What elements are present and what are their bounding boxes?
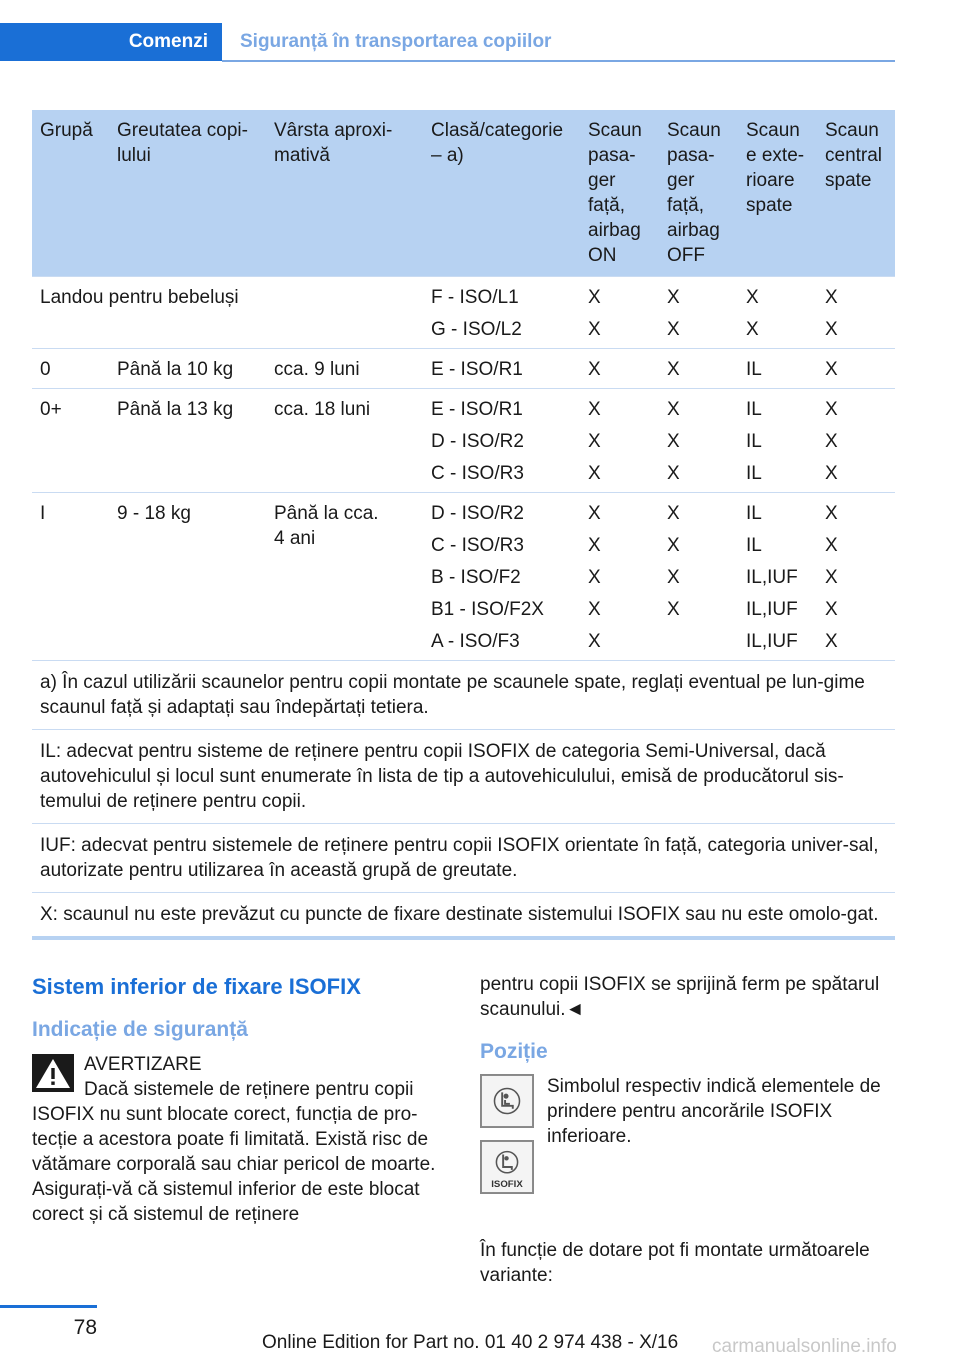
note-footnote-a: a) În cazul utilizării scaunelor pentru copii montate pe scaunele spate, reglați eventual pe lun-gime scaunul față și adaptați sau îndepărtați tetiera. bbox=[32, 661, 895, 730]
cell-airbag-on: X X bbox=[580, 277, 659, 349]
header-group: Grupă bbox=[32, 110, 109, 277]
footer-divider bbox=[0, 1305, 97, 1308]
section-heading: Sistem inferior de fixare ISOFIX bbox=[32, 974, 361, 999]
subsection-heading: Indicație de siguranță bbox=[32, 1018, 248, 1041]
isofix-symbols bbox=[480, 1074, 895, 1234]
cell-center-rear: X X bbox=[817, 277, 895, 349]
child-seat-anchor-icon bbox=[480, 1074, 534, 1128]
cell-group: 0 bbox=[32, 349, 109, 389]
isofix-label: ISOFIX bbox=[491, 1179, 523, 1191]
warning-block bbox=[32, 1052, 445, 1227]
isofix-symbol-icon bbox=[480, 1140, 534, 1194]
cell-age: Până la cca. 4 ani bbox=[266, 493, 423, 661]
cell-age: cca. 18 luni bbox=[266, 389, 423, 493]
header-airbag-off: Scaun pasa-ger față, airbag OFF bbox=[659, 110, 738, 277]
position-heading: Poziție bbox=[480, 1040, 548, 1063]
cell-outer-rear: IL IL IL bbox=[738, 389, 817, 493]
cell-airbag-on: X X X X X bbox=[580, 493, 659, 661]
header-divider bbox=[222, 60, 895, 62]
chapter-title[interactable]: Siguranță în transportarea copiilor bbox=[240, 31, 552, 52]
cell-outer-rear: IL bbox=[738, 349, 817, 389]
table-row bbox=[32, 349, 895, 389]
warning-text: Dacă sistemele de reținere pentru copii ISOFIX nu sunt blocate corect, funcția de pro-tecție a acestora poate fi limitată. Există risc de vătămare corporală sau chiar pericol de moarte. Asigurați-vă că sistemul inferior de este blocat corect și că sistemul de reținere bbox=[32, 1079, 436, 1225]
header-age: Vârsta aproxi-mativă bbox=[266, 110, 423, 277]
note-il: IL: adecvat pentru sisteme de reținere pentru copii ISOFIX de categoria Semi-Universal, dacă autovehiculul și locul sunt enumerate în lista de tip a autovehiculului, emisă de producătorul sis-temului de reținere pentru copii. bbox=[32, 730, 895, 824]
variants-text: În funcție de dotare pot fi montate următoarele variante: bbox=[480, 1240, 870, 1286]
header-class: Clasă/categorie – a) bbox=[423, 110, 580, 277]
edition-text: Online Edition for Part no. 01 40 2 974 438 - X/16 bbox=[262, 1332, 679, 1353]
table-row bbox=[32, 493, 895, 661]
header-weight: Greutatea copi-lului bbox=[109, 110, 266, 277]
warning-triangle-icon bbox=[32, 1054, 74, 1092]
cell-outer-rear: X X bbox=[738, 277, 817, 349]
section-tab[interactable]: Comenzi bbox=[0, 23, 222, 61]
table-row bbox=[32, 277, 895, 349]
right-column bbox=[480, 960, 895, 1288]
cell-center-rear: X X X X X bbox=[817, 493, 895, 661]
header-center-rear: Scaun central spate bbox=[817, 110, 895, 277]
cell-class: E - ISO/R1 D - ISO/R2 C - ISO/R3 bbox=[423, 389, 580, 493]
cell-airbag-off: X X X bbox=[659, 389, 738, 493]
table-row bbox=[32, 389, 895, 493]
table-note-row bbox=[32, 661, 895, 730]
page-number: 78 bbox=[73, 1316, 97, 1339]
watermark: carmanualsonline.info bbox=[712, 1336, 897, 1357]
cell-weight: Până la 10 kg bbox=[109, 349, 266, 389]
cell-age: cca. 9 luni bbox=[266, 349, 423, 389]
cell-group: I bbox=[32, 493, 109, 661]
warning-label: AVERTIZARE bbox=[84, 1054, 202, 1075]
cell-class: D - ISO/R2 C - ISO/R3 B - ISO/F2 B1 - ISO/F2X A - ISO/F3 bbox=[423, 493, 580, 661]
cell-weight: 9 - 18 kg bbox=[109, 493, 266, 661]
note-iuf: IUF: adecvat pentru sistemele de reținere pentru copii ISOFIX orientate în față, categoria univer-sal, autorizate pentru utilizarea în această grupă de greutate. bbox=[32, 824, 895, 893]
table-note-row bbox=[32, 730, 895, 824]
cell-group: Landou pentru bebeluși bbox=[32, 277, 423, 349]
cell-class: E - ISO/R1 bbox=[423, 349, 580, 389]
cell-airbag-on: X X X bbox=[580, 389, 659, 493]
table-note-row bbox=[32, 824, 895, 893]
cell-center-rear: X bbox=[817, 349, 895, 389]
cell-airbag-off: X X X X bbox=[659, 493, 738, 661]
note-x: X: scaunul nu este prevăzut cu puncte de fixare destinate sistemului ISOFIX sau nu este omolo-gat. bbox=[32, 893, 895, 939]
header-airbag-on: Scaun pasa-ger față, airbag ON bbox=[580, 110, 659, 277]
table-note-row bbox=[32, 893, 895, 939]
cell-center-rear: X X X bbox=[817, 389, 895, 493]
cell-weight: Până la 13 kg bbox=[109, 389, 266, 493]
left-column bbox=[32, 960, 445, 1227]
symbol-description: Simbolul respectiv indică elementele de prindere pentru ancorările ISOFIX inferioare. bbox=[547, 1076, 881, 1147]
table-header-row bbox=[32, 110, 895, 277]
cell-airbag-on: X bbox=[580, 349, 659, 389]
cell-airbag-off: X X bbox=[659, 277, 738, 349]
isofix-table bbox=[32, 110, 895, 940]
cell-outer-rear: IL IL IL,IUF IL,IUF IL,IUF bbox=[738, 493, 817, 661]
header-outer-rear: Scaun e exte-rioare spate bbox=[738, 110, 817, 277]
cell-airbag-off: X bbox=[659, 349, 738, 389]
continuation-text: pentru copii ISOFIX se sprijină ferm pe spătarul scaunului.◄ bbox=[480, 974, 880, 1020]
cell-group: 0+ bbox=[32, 389, 109, 493]
cell-class: F - ISO/L1 G - ISO/L2 bbox=[423, 277, 580, 349]
page-header bbox=[0, 0, 960, 62]
